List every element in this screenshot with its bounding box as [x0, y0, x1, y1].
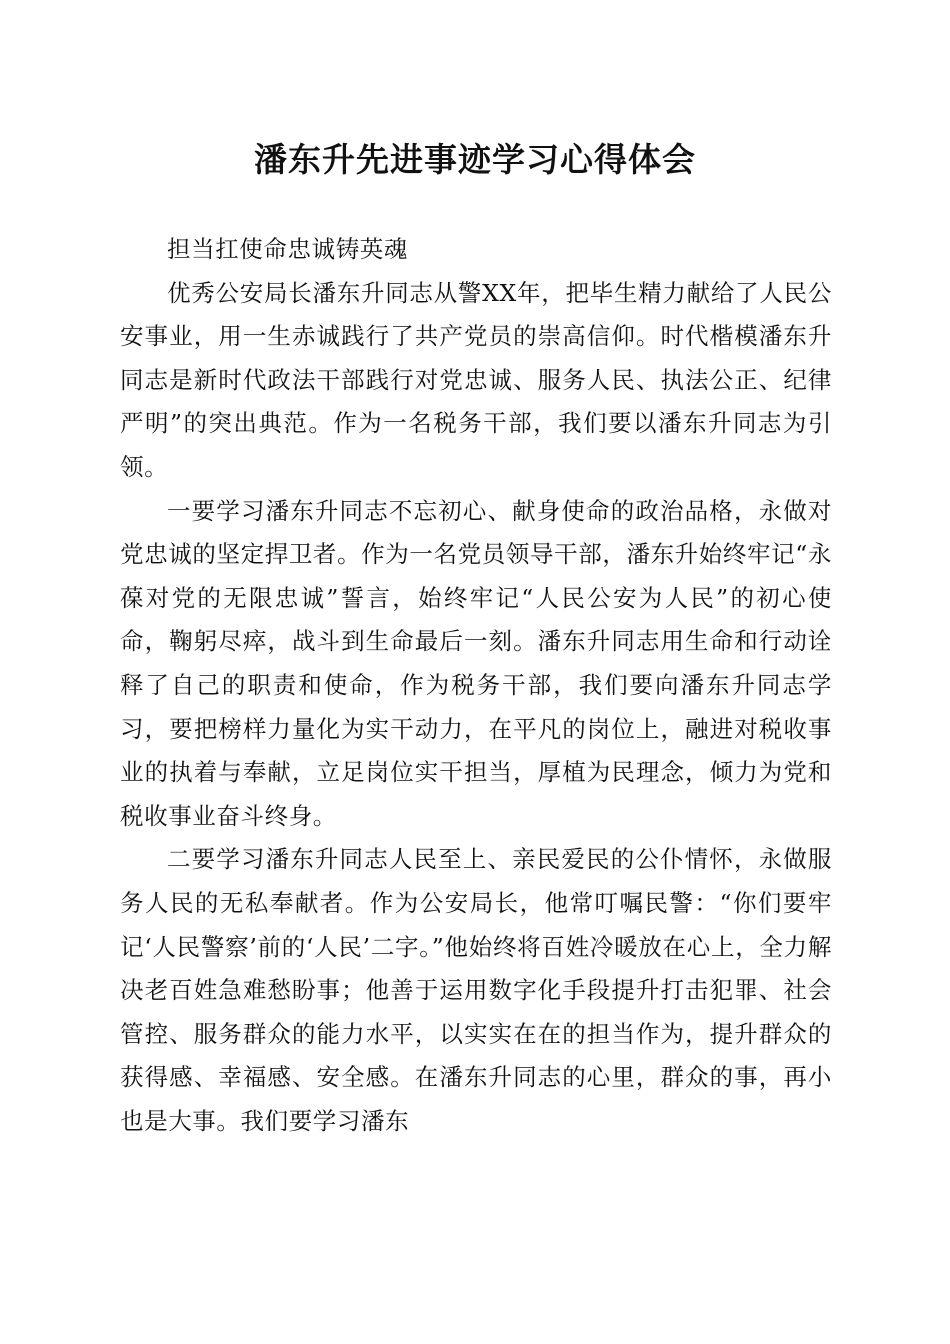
first-point-paragraph: 一要学习潘东升同志不忘初心、献身使命的政治品格，永做对党忠诚的坚定捍卫者。作为一名党员领导干部，潘东升始终牢记“永葆对党的无限忠诚”誓言，始终牢记“人民公安为人民”的初心使命，鞠躬尽瘁，战斗到生命最后一刻。潘东升同志用生命和行动诠释了自己的职责和使命，作为税务干部，我们要向潘东升同志学习，要把榜样力量化为实干动力，在平凡的岗位上，融进对税收事业的执着与奉献，立足岗位实干担当，厚植为民理念，倾力为党和税收事业奋斗终身。 — [120, 496, 832, 830]
intro-paragraph: 优秀公安局长潘东升同志从警XX年，把毕生精力献给了人民公安事业，用一生赤诚践行了共产党员的崇高信仰。时代楷模潘东升同志是新时代政法干部践行对党忠诚、服务人民、执法公正、纪律严明”的突出典范。作为一名税务干部，我们要以潘东升同志为引领。 — [120, 278, 832, 481]
document-title: 潘东升先进事迹学习心得体会 — [254, 140, 696, 179]
second-point-paragraph: 二要学习潘东升同志人民至上、亲民爱民的公仆情怀，永做服务人民的无私奉献者。作为公安局长，他常叮嘱民警：“你们要牢记‘人民警察’前的‘人民’二字。”他始终将百姓冷暖放在心上，全力解决老百姓急难愁盼事；他善于运用数字化手段提升打击犯罪、社会管控、服务群众的能力水平，以实实在在的担当作为，提升群众的获得感、幸福感、安全感。在潘东升同志的心里，群众的事，再小也是大事。我们要学习潘东 — [120, 845, 832, 1135]
document-body — [120, 228, 832, 1143]
subtitle-paragraph: 担当扛使命忠诚铸英魂 — [167, 235, 408, 263]
